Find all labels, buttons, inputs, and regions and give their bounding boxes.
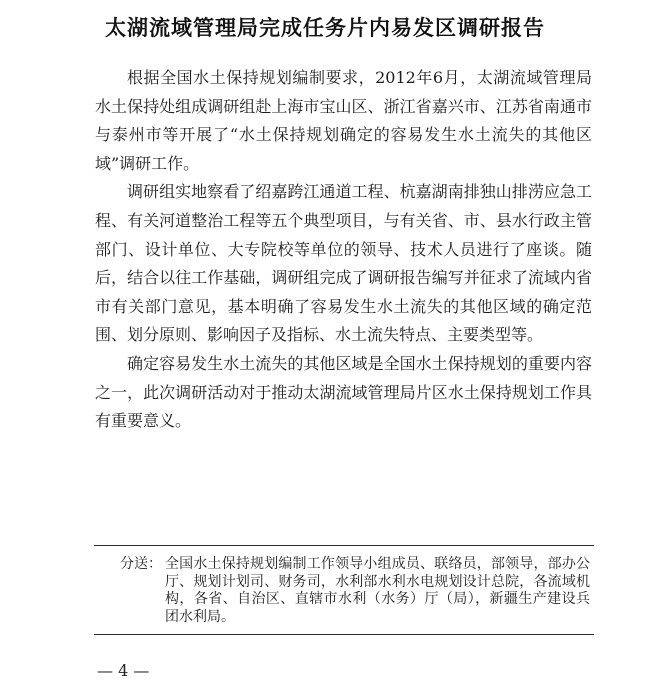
distribution-list: 全国水土保持规划编制工作领导小组成员、联络员，部领导，部办公厅、规划计划司、财务司，水利部水利水电规划设计总院，各流域机构，各省、自治区、直辖市水利（水务）厅（局），新疆生产建设兵团水利局。 bbox=[165, 556, 590, 625]
distribution-label: 分送： bbox=[120, 556, 162, 572]
page-title: 太湖流域管理局完成任务片内易发区调研报告 bbox=[105, 15, 545, 40]
page-number: — 4 — bbox=[97, 661, 150, 680]
paragraph: 确定容易发生水土流失的其他区域是全国水土保持规划的重要内容之一，此次调研活动对于推动太湖流域管理局片区水土保持规划工作具有重要意义。 bbox=[95, 353, 592, 431]
bottom-divider bbox=[94, 634, 594, 635]
paragraph: 调研组实地察看了绍嘉跨江通道工程、杭嘉湖南排独山排涝应急工程、有关河道整治工程等五个典型项目，与有关省、市、县水行政主管部门、设计单位、大专院校等单位的领导、技术人员进行了座谈。随后，结合以往工作基础，调研组完成了调研报告编写并征求了流域内省市有关部门意见，基本明确了容易发生水土流失的其他区域的确定范围、划分原则、影响因子及指标、水土流失特点、主要类型等。 bbox=[95, 182, 592, 345]
body-text bbox=[95, 64, 592, 436]
distribution-content bbox=[94, 546, 594, 634]
distribution-block bbox=[94, 545, 594, 635]
paragraph: 根据全国水土保持规划编制要求，2012年6月，太湖流域管理局水土保持处组成调研组赴上海市宝山区、浙江省嘉兴市、江苏省南通市与泰州市等开展了“水土保持规划确定的容易发生水土流失的其他区域”调研工作。 bbox=[95, 68, 592, 173]
